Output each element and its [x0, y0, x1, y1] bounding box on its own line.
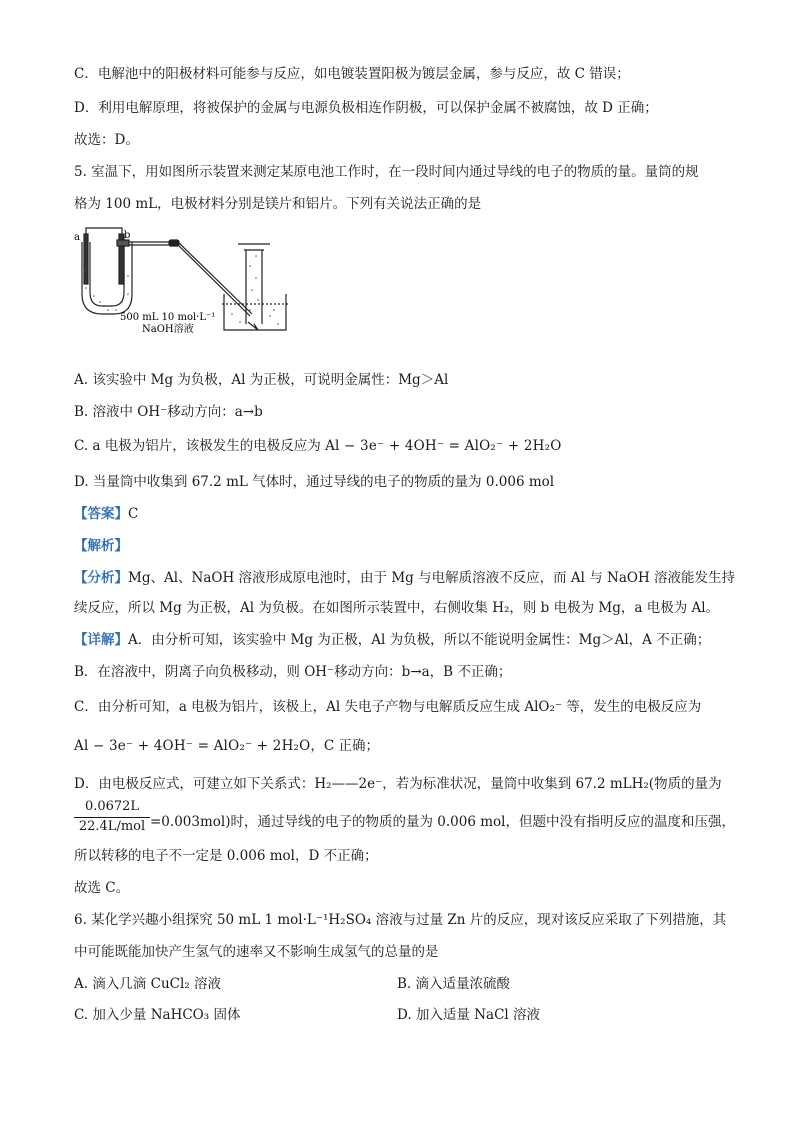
q5-option-c-text: C. a 电极为铝片，该极发生的电极反应为	[74, 438, 321, 454]
q5-option-b: B. 溶液中 OH⁻移动方向：a→b	[74, 404, 263, 420]
q5-stem-line2: 格为 100 mL，电极材料分别是镁片和铝片。下列有关说法正确的是	[74, 196, 482, 212]
q6-option-c: C. 加入少量 NaHCO₃ 固体	[74, 1007, 241, 1023]
xiangjie-d3: 所以转移的电子不一定是 0.006 mol，D 不正确；	[74, 848, 378, 864]
solution-label-1: 500 mL 10 mol·L⁻¹	[120, 312, 216, 323]
apparatus-figure	[74, 226, 294, 360]
xiangjie-b: B．在溶液中，阴离子向负极移动，则 OH⁻移动方向：b→a，B 不正确；	[74, 664, 512, 680]
q6-stem-line1: 6. 某化学兴趣小组探究 50 mL 1 mol·L⁻¹H₂SO₄ 溶液与过量 Zn 片的反应，现对该反应采取了下列措施，其	[74, 912, 727, 928]
q5-option-a: A. 该实验中 Mg 为负极，Al 为正极，可说明金属性：Mg＞Al	[74, 372, 449, 388]
apparatus-diagram	[74, 226, 294, 356]
xiangjie-c-tail: ，C 正确；	[310, 738, 380, 754]
xiangjie-c2	[74, 736, 379, 756]
answer-value: C	[128, 506, 139, 522]
fraction-denominator: 22.4L/mol	[78, 819, 146, 834]
answer-tag: 【答案】	[74, 506, 128, 522]
q5-stem-line1: 5. 室温下，用如图所示装置来测定某原电池工作时，在一段时间内通过导线的电子的物质的量。量筒的规	[74, 164, 699, 180]
electrode-label-a: a	[74, 232, 80, 243]
xiangjie-d2: =0.003mol)时，通过导线的电子的物质的量为 0.006 mol，但题中没有指明反应的温度和压强，	[150, 814, 735, 830]
fenxi-tag: 【分析】	[74, 570, 128, 586]
q5-option-d: D. 当量筒中收集到 67.2 mL 气体时，通过导线的电子的物质的量为 0.006 mol	[74, 474, 555, 490]
solution-label-2: NaOH溶液	[142, 324, 194, 335]
q5-option-c-equation: Al − 3e⁻ + 4OH⁻ = AlO₂⁻ + 2H₂O	[325, 438, 562, 454]
fenxi-line1	[74, 568, 735, 588]
xiangjie-tag: 【详解】	[74, 632, 128, 648]
fenxi-text1: Mg、Al、NaOH 溶液形成原电池时，由于 Mg 与电解质溶液不反应，而 Al 与 NaOH 溶液能发生持	[128, 570, 736, 586]
prev-option-c: C．电解池中的阳极材料可能参与反应，如电镀装置阳极为镀层金属，参与反应，故 C 错误；	[74, 66, 630, 82]
xiangjie-d1: D．由电极反应式，可建立如下关系式：H₂——2e⁻，若为标准状况，量筒中收集到 67.2 mLH₂(物质的量为	[74, 776, 722, 792]
analysis-tag: 【解析】	[74, 538, 128, 554]
electrode-label-b: b	[124, 230, 131, 241]
prev-choice: 故选：D。	[74, 132, 139, 148]
xiangjie-a	[74, 630, 710, 650]
q6-option-a: A. 滴入几滴 CuCl₂ 溶液	[74, 976, 221, 992]
mole-fraction	[74, 798, 150, 836]
q6-stem-line2: 中可能既能加快产生氢气的速率又不影响生成氢气的总量的是	[74, 944, 439, 960]
q6-option-b: B. 滴入适量浓硫酸	[397, 976, 511, 992]
prev-option-d: D．利用电解原理，将被保护的金属与电源负极相连作阴极，可以保护金属不被腐蚀，故 D 正确；	[74, 100, 658, 116]
q6-option-d: D. 加入适量 NaCl 溶液	[397, 1007, 541, 1023]
xiangjie-c1: C．由分析可知，a 电极为铝片，该极上，Al 失电子产物与电解质反应生成 AlO₂⁻ 等，发生的电极反应为	[74, 699, 702, 715]
choose-c: 故选 C。	[74, 880, 130, 896]
fenxi-line2: 续反应，所以 Mg 为正极，Al 为负极。在如图所示装置中，右侧收集 H₂，则 b 电极为 Mg，a 电极为 Al。	[74, 600, 720, 616]
fraction-numerator: 0.0672L	[74, 798, 150, 818]
xiangjie-c-equation: Al − 3e⁻ + 4OH⁻ = AlO₂⁻ + 2H₂O	[74, 738, 311, 754]
q5-option-c	[74, 436, 562, 456]
xiangjie-a-text: A．由分析可知，该实验中 Mg 为正极，Al 为负极，所以不能说明金属性：Mg＞Al，A 不正确；	[128, 632, 711, 648]
answer-line	[74, 504, 138, 524]
